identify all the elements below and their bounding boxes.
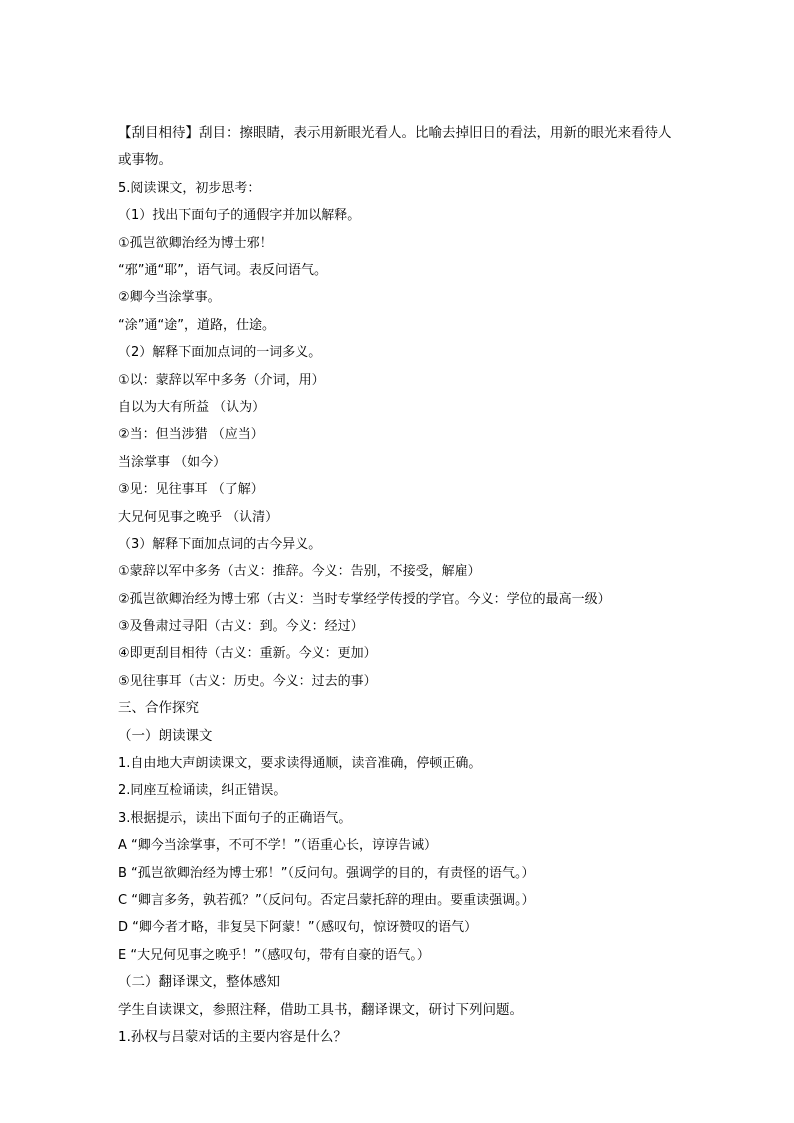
polysemy-item: 当涂掌事 （如今） — [118, 454, 227, 470]
section-3-heading: 三、合作探究 — [118, 700, 199, 717]
subquestion-3-heading: （3）解释下面加点词的古今异义。 — [118, 536, 322, 552]
subsection-2-heading: （二）翻译课文，整体感知 — [118, 974, 280, 991]
reading-step: 3.根据提示，读出下面句子的正确语气。 — [118, 810, 352, 826]
polysemy-item: 大兄何见事之晚乎 （认清） — [118, 509, 279, 525]
question-5-heading: 5.阅读课文，初步思考： — [118, 180, 261, 196]
sentence-item: ①孤岂欲卿治经为博士邪！ — [118, 235, 273, 251]
polysemy-item: ③见：见往事耳 （了解） — [118, 482, 264, 498]
polysemy-item: ①以：蒙辞以军中多务（介词，用） — [118, 372, 325, 388]
subquestion-1-heading: （1）找出下面句子的通假字并加以解释。 — [118, 208, 361, 224]
idiom-definition: 【刮目相待】刮目：擦眼睛，表示用新眼光看人。比喻去掉旧日的看法，用新的眼光来看待人或事物。 — [118, 125, 672, 169]
explanation-item: “涂”通“途”，道路，仕途。 — [118, 317, 275, 333]
ancient-modern-item: ⑤见往事耳（古义：历史。今义：过去的事） — [118, 673, 377, 689]
tone-item: C “卿言多务，孰若孤？”（反问句。否定吕蒙托辞的理由。要重读强调。） — [118, 892, 535, 908]
sentence-item: ②卿今当涂掌事。 — [118, 290, 221, 306]
polysemy-item: 自以为大有所益 （认为） — [118, 399, 266, 415]
subquestion-2-heading: （2）解释下面加点词的一词多义。 — [118, 345, 322, 361]
ancient-modern-item: ③及鲁肃过寻阳（古义：到。今义：经过） — [118, 619, 364, 635]
document-body — [118, 120, 678, 1051]
reading-step: 2.同座互检诵读，纠正错误。 — [118, 783, 287, 799]
polysemy-item: ②当：但当涉猎 （应当） — [118, 427, 264, 443]
ancient-modern-item: ①蒙辞以军中多务（古义：推辞。今义：告别，不接受，解雇） — [118, 564, 481, 580]
tone-item: E “大兄何见事之晚乎！”（感叹句，带有自豪的语气。） — [118, 947, 430, 963]
instruction-text: 学生自读课文，参照注释，借助工具书，翻译课文，研讨下列问题。 — [118, 1001, 523, 1018]
tone-item: D “卿今者才略，非复吴下阿蒙！”（感叹句，惊讶赞叹的语气） — [118, 920, 478, 936]
tone-item: A “卿今当涂掌事，不可不学！”（语重心长，谆谆告诫） — [118, 838, 437, 854]
subsection-1-heading: （一）朗读课文 — [118, 727, 213, 744]
explanation-item: “邪”通“耶”，语气词。表反问语气。 — [118, 262, 327, 278]
reading-step: 1.自由地大声朗读课文，要求读得通顺，读音准确，停顿正确。 — [118, 756, 482, 772]
tone-item: B “孤岂欲卿治经为博士邪！”（反问句。强调学的目的，有责怪的语气。） — [118, 865, 535, 881]
ancient-modern-item: ④即更刮目相待（古义：重新。今义：更加） — [118, 646, 377, 662]
ancient-modern-item: ②孤岂欲卿治经为博士邪（古义：当时专掌经学传授的学官。今义：学位的最高一级） — [118, 591, 611, 607]
discussion-question: 1.孙权与吕蒙对话的主要内容是什么？ — [118, 1028, 347, 1045]
